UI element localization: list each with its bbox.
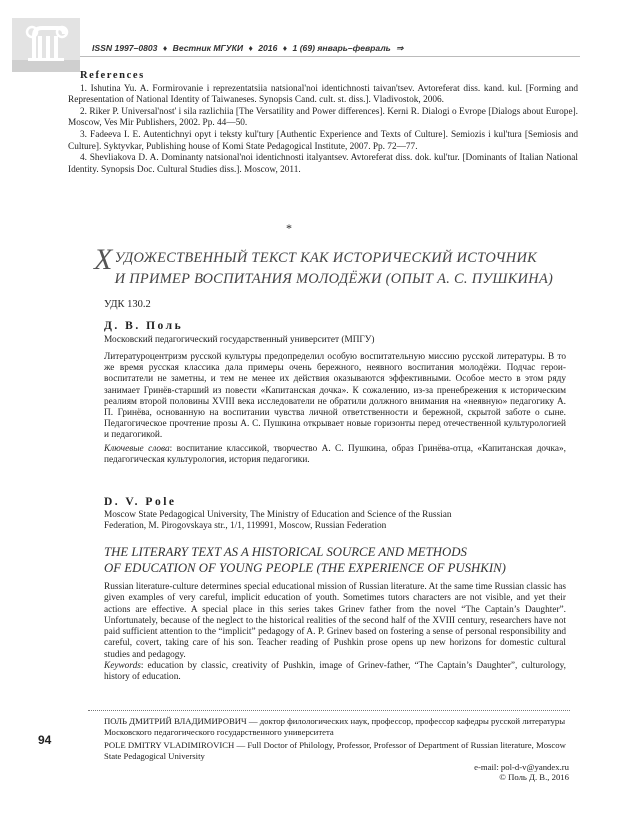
author-bio xyxy=(104,716,569,764)
references-heading: References xyxy=(80,70,145,81)
reference-item: 3. Fadeeva I. E. Autentichnyi opyt i teksty kul'tury [Authentic Experience and Texts of Culture]. Semiozis i kul'tura [Semiosis and Culture]. Syktyvkar, Publishing house of Komi State Pedagogical Institute, 2007. Pp. 72—77. xyxy=(68,129,578,152)
reference-item: 2. Riker P. Universal'nost' i sila razlichiia [The Versatility and Power differences]. Kerni R. Dialogi o Evrope [Dialogs about Europe]. Moscow, Ves Mir Publishers, 2002. Pp. 44—50. xyxy=(68,106,578,129)
title-initial: Х xyxy=(94,243,113,276)
keywords-ru xyxy=(104,444,566,466)
year: 2016 xyxy=(258,43,278,53)
journal-logo-icon xyxy=(12,18,80,72)
udk-code: УДК 130.2 xyxy=(104,299,151,310)
abstract-ru xyxy=(104,352,566,466)
email-link[interactable]: e-mail: pol-d-v@yandex.ru xyxy=(474,762,569,772)
affiliation-en-line-2: Federation, M. Pirogovskaya str., 1/1, 119991, Moscow, Russian Federation xyxy=(104,521,387,531)
author-name-ru: Д. В. Поль xyxy=(104,320,184,332)
title-en-line-2: OF EDUCATION OF YOUNG PEOPLE (THE EXPERIENCE OF PUSHKIN) xyxy=(104,560,506,575)
issue: 1 (69) январь–февраль xyxy=(292,43,391,53)
reference-item: 4. Shevliakova D. A. Dominanty natsional'noi identichnosti italyantsev. Avtoreferat diss. dok. kul'tur. [Dominants of Italian National Identity. Synopsis Doc. Cultural Studies diss.]. Moscow, 2011. xyxy=(68,153,578,175)
abstract-text-ru: Литературоцентризм русской культуры предопределил особую воспитательную миссию русской литературы. В то же время русская классика дала примеры очень бережного, неявного воспитания молодёжи. Подчас герои-воспитатели не заметны, и тем не менее их действия оказываются эффективными. Особое место в этом ряду занимает Гринёв-старший из повести «Капитанская дочка». К сожалению, из-за пренебрежения к историческим реалиям второй половины XVIII века исследователи не обратили должного внимания на «неявную» педагогику А. П. Гринёва, основанную на воспитании чувства личной ответственности и бережной, скрытой заботе о сыне. Педагогическое прочтение прозы А. С. Пушкина открывает новые горизонты перед отечественной культурологией и педагогикой. xyxy=(104,352,566,441)
contact-block xyxy=(319,762,569,783)
article-title-en xyxy=(104,545,574,576)
footnote-divider xyxy=(88,710,570,711)
issn: ISSN 1997–0803 xyxy=(92,43,158,53)
author-name-en: D. V. Pole xyxy=(104,496,177,508)
article-title-ru xyxy=(94,243,588,290)
journal-name: Вестник МГУКИ xyxy=(172,43,244,53)
abstract-en xyxy=(104,582,566,684)
title-line-2: И ПРИМЕР ВОСПИТАНИЯ МОЛОДЁЖИ (ОПЫТ А. С. ПУШКИНА) xyxy=(114,271,554,287)
title-line-1: УДОЖЕСТВЕННЫЙ ТЕКСТ КАК ИСТОРИЧЕСКИЙ ИСТОЧНИК xyxy=(114,250,538,266)
keywords-en xyxy=(104,661,566,684)
running-header xyxy=(92,43,406,54)
copyright: © Поль Д. В., 2016 xyxy=(499,772,569,783)
affiliation-en-line-1: Moscow State Pedagogical University, The Ministry of Education and Science of the Russian xyxy=(104,510,452,520)
affiliation-ru: Московский педагогический государственный университет (МПГУ) xyxy=(104,335,375,345)
keywords-text-ru: : воспитание классикой, творчество А. С. Пушкина, образ Гринёва-отца, «Капитанская дочка», педагогическая культурология, история педагогики. xyxy=(104,443,566,465)
reference-item: 1. Ishutina Yu. A. Formirovanie i reprezentatsiia natsional'noi identichnosti taivan'tsev. Avtoreferat diss. kand. kul. [Forming and Representation of National Identity of Taiwaneses. Synopsis Cand. cult. st. diss.]. Vladivostok, 2006. xyxy=(68,83,578,106)
abstract-text-en: Russian literature-culture determines special educational mission of Russian literature. At the same time Russian classic has given examples of very careful, implicit education of youth. Sometimes tutors characters are not visible, and yet their actions are effective. A special place in this series takes Grinev father from the novel “The Captain’s Daughter”. Unfortunately, because of the neglect to the historical realities of the second half of the XVIII century, researchers have not paid sufficient attention to the “implicit” pedagogy of A. P. Grinev based on fostering a sense of personal responsibility and careful, covert, taking care of his son. Teacher reading of Pushkin prose opens up new horizons for domestic cultural studies and pedagogy. xyxy=(104,582,566,660)
page-number: 94 xyxy=(38,733,52,747)
references-section xyxy=(68,70,578,176)
title-en-line-1: THE LITERARY TEXT AS A HISTORICAL SOURCE AND METHODS xyxy=(104,545,467,559)
arrow-icon: ⇒ xyxy=(396,43,404,53)
author-bio-ru: ПОЛЬ ДМИТРИЙ ВЛАДИМИРОВИЧ — доктор филологических наук, профессор, профессор кафедры русской литературы Московского педагогического государственного университета xyxy=(104,716,566,737)
header-divider xyxy=(80,56,580,57)
bullet-icon: ♦ xyxy=(162,43,168,53)
author-bio-en: POLE DMITRY VLADIMIROVICH — Full Doctor of Philology, Professor, Professor of Department of Russian literature, Moscow State Pedagogical University xyxy=(104,740,566,761)
bullet-icon: ♦ xyxy=(282,43,288,53)
bullet-icon: ♦ xyxy=(248,43,253,53)
keywords-label-ru: Ключевые слова xyxy=(104,443,170,454)
section-end-mark: * xyxy=(286,221,292,235)
keywords-text-en: : education by classic, creativity of Pushkin, image of Grinev-father, “The Captain’s Daughter”, culturology, history of education. xyxy=(104,661,566,683)
keywords-label-en: Keywords xyxy=(104,661,141,672)
affiliation-en xyxy=(104,510,534,532)
